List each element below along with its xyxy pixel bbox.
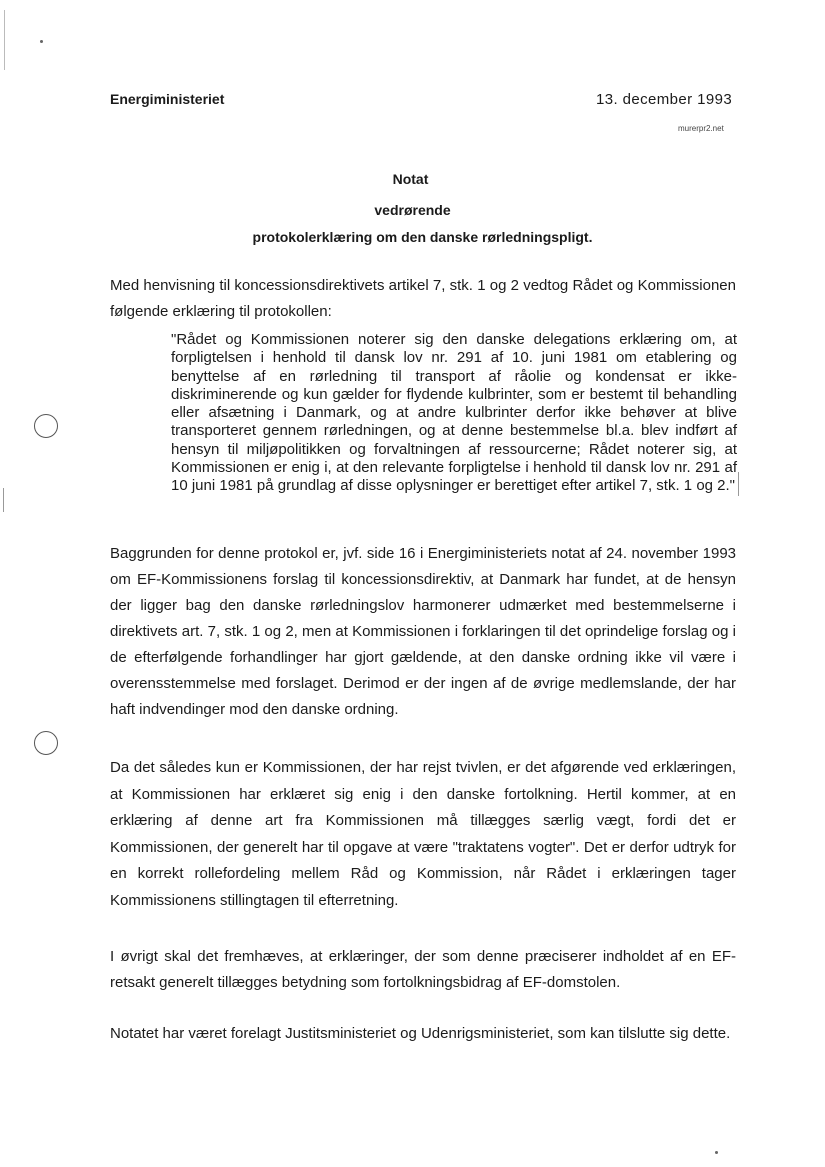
protocol-declaration-quote: "Rådet og Kommissionen noterer sig den danske delegations erklæring om, at forpligtelsen i henhold til dansk lov nr. 291 af 10. juni 1981 om etablering og benyttelse af en rørledning til transport af råolie og kondensat er ikke-diskriminerende og kun gælder for flydende kulbrinter, som er bestemt til behandling eller afsætning i Danmark, og at andre kulbrinter derfor ikke behøver at blive transporteret gennem rørledningen, og at denne bestemmelse bl.a. blev indført af hensyn til miljøpolitikken og forvaltningen af ressourcerne; Rådet noterer sig, at Kommissionen er enig i, at den relevante forpligtelse i henhold til dansk lov nr. 291 af 10 juni 1981 på grundlag af disse oplysninger er berettiget efter artikel 7, stk. 1 og 2.": [171, 331, 737, 495]
scan-speck: [715, 1151, 718, 1154]
scan-margin-mark: [738, 472, 739, 496]
paragraph-consultation: Notatet har været forelagt Justitsministeriet og Udenrigsministeriet, som kan tilslutte sig dette.: [110, 1025, 731, 1042]
document-title: Notat: [392, 171, 429, 187]
scan-margin-mark: [4, 10, 5, 70]
document-subject: protokolerklæring om den danske rørledningspligt.: [252, 229, 593, 245]
paragraph-assessment: Da det således kun er Kommissionen, der har rejst tvivlen, er det afgørende ved erklæringen, at Kommissionen har erklæret sig enig i den danske fortolkning. Hertil kommer, at en erklæring af denne art fra Kommissionen må tillægges særlig vægt, fordi det er Kommissionen, der generelt har til opgave at være "traktatens vogter". Det er derfor udtryk for en korrekt rollefordeling mellem Råd og Kommission, når Rådet i erklæringen tager Kommissionens stillingtagen til efterretning.: [110, 759, 736, 909]
document-subtitle: vedrørende: [374, 202, 451, 218]
paragraph-background: Baggrunden for denne protokol er, jvf. side 16 i Energiministeriets notat af 24. november 1993 om EF-Kommissionens forslag til koncessionsdirektiv, at Danmark har fundet, at de hensyn der ligger bag den danske rørledningslov harmonerer udmærket med bestemmelserne i direktivets art. 7, stk. 1 og 2, men at Kommissionen i forklaringen til det oprindelige forslag og i de efterfølgende forhandlinger har gjort gældende, at den danske ordning ikke vil være i overensstemmelse med forslaget. Derimod er der ingen af de øvrige medlemslande, der har haft indvendinger mod den danske ordning.: [110, 545, 736, 718]
punch-hole: [34, 414, 58, 438]
paragraph-legal-effect: I øvrigt skal det fremhæves, at erklæringer, der som denne præciserer indholdet af en EF-retsakt generelt tillægges betydning som fortolkningsbidrag af EF-domstolen.: [110, 948, 736, 991]
punch-hole: [34, 731, 58, 755]
watermark: murerpr2.net: [678, 124, 724, 133]
scan-speck: [40, 40, 43, 43]
sender-ministry: Energiministeriet: [110, 91, 225, 107]
paragraph-intro: Med henvisning til koncessionsdirektivets artikel 7, stk. 1 og 2 vedtog Rådet og Kommissionen følgende erklæring til protokollen:: [110, 277, 736, 320]
document-date: 13. december 1993: [596, 91, 733, 108]
scan-margin-mark: [3, 488, 4, 512]
